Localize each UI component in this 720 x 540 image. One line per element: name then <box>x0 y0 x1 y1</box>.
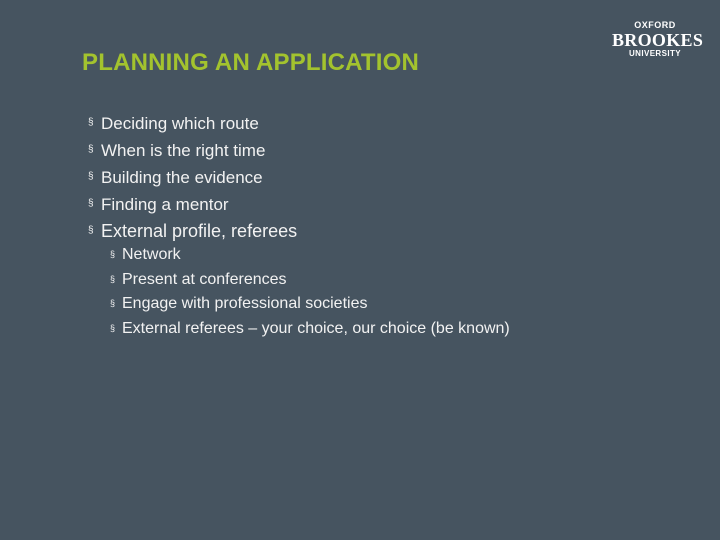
slide-title: PLANNING AN APPLICATION <box>82 49 420 76</box>
bullet-text: When is the right time <box>101 141 266 160</box>
bullet-icon: § <box>88 117 94 128</box>
bullet-item <box>88 164 297 191</box>
oxford-brookes-logo <box>612 20 704 60</box>
bullet-text: Building the evidence <box>101 168 263 187</box>
logo-line-university: UNIVERSITY <box>628 49 681 58</box>
bullet-item <box>88 110 297 137</box>
bullet-icon: § <box>88 171 94 182</box>
sub-bullet-text: External referees – your choice, our choice (be known) <box>122 320 510 338</box>
bullet-icon: § <box>110 249 116 259</box>
bullet-text: Deciding which route <box>101 114 259 133</box>
bullet-icon: § <box>88 198 94 209</box>
bullet-icon: § <box>110 298 116 309</box>
bullet-item <box>88 218 297 245</box>
sub-bullet-item <box>110 317 510 342</box>
logo-line-brookes: BROOKES <box>612 30 704 50</box>
bullet-text: External profile, referees <box>101 221 298 241</box>
bullet-item <box>88 137 297 164</box>
logo-line-oxford: OXFORD <box>634 20 676 30</box>
sub-bullet-text: Engage with professional societies <box>122 295 368 313</box>
bullet-icon: § <box>88 225 94 236</box>
main-bullet-list <box>88 110 297 245</box>
sub-bullet-item <box>110 268 510 293</box>
bullet-icon: § <box>110 323 116 334</box>
sub-bullet-item <box>110 243 510 268</box>
bullet-text: Finding a mentor <box>101 195 229 214</box>
bullet-icon: § <box>88 144 94 155</box>
bullet-item <box>88 191 297 218</box>
sub-bullet-text: Present at conferences <box>122 270 287 288</box>
sub-bullet-text: Network <box>122 246 181 263</box>
sub-bullet-item <box>110 292 510 317</box>
bullet-icon: § <box>110 273 116 284</box>
sub-bullet-list <box>110 243 510 342</box>
